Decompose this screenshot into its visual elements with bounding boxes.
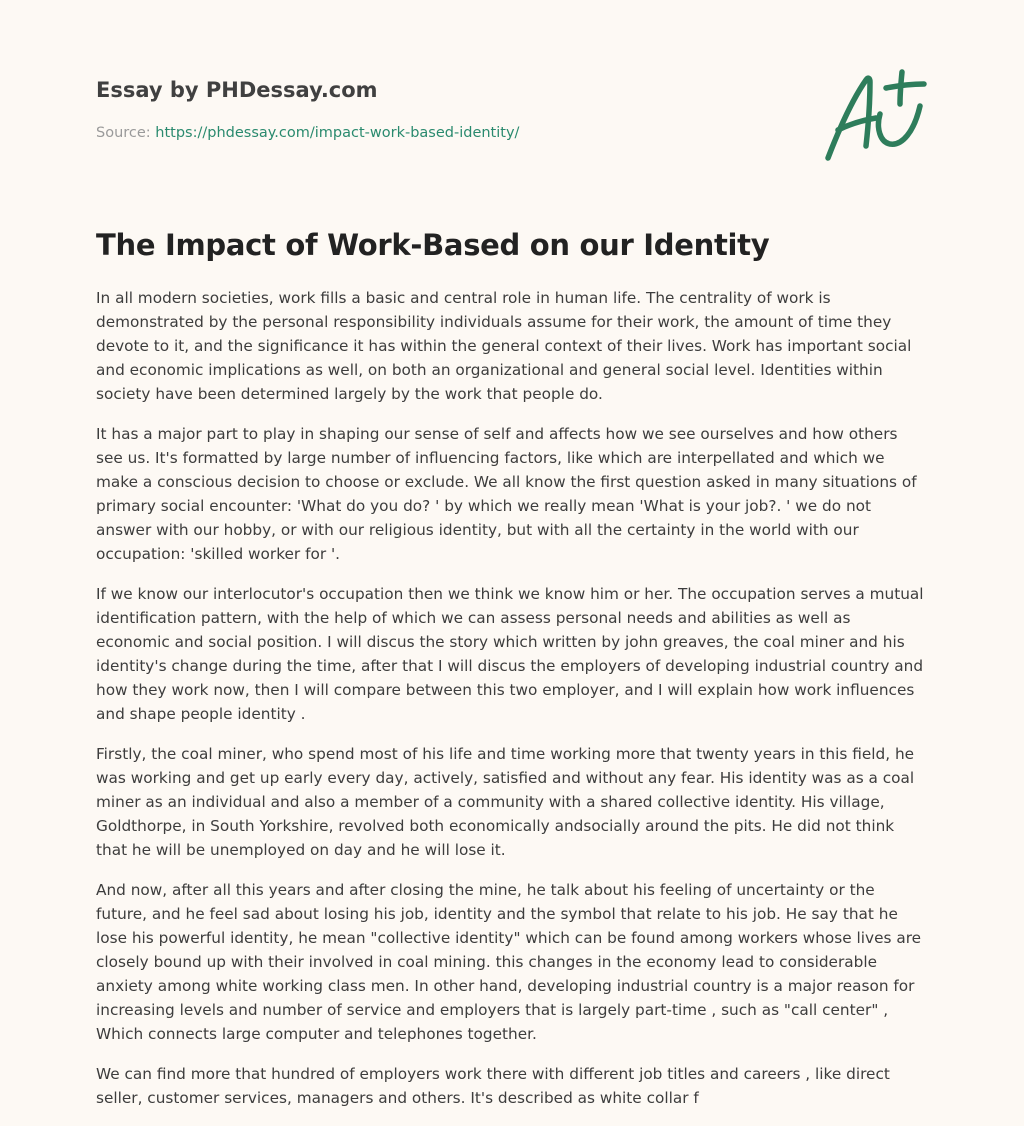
paragraph: Firstly, the coal miner, who spend most of his life and time working more that twenty years in this field, he was working and get up early every day, actively, satisfied and without any fear. His identity was as a coal miner as an individual and also a member of a community with a shared collective identity. His village, Goldthorpe, in South Yorkshire, revolved both economically andsocially around the pits. He did not think that he will be unemployed on day and he will lose it. xyxy=(96,745,915,859)
paragraph: It has a major part to play in shaping our sense of self and affects how we see ourselves and how others see us. It's formatted by large number of influencing factors, like which are interpellated and which we make a conscious decision to choose or exclude. We all know the first question asked in many situations of primary social encounter: 'What do you do? ' by which we really mean 'What is your job?. ' we do not answer with our hobby, or with our religious identity, but with all the certainty in the world with our occupation: 'skilled worker for '. xyxy=(96,425,917,563)
essay-title: The Impact of Work-Based on our Identity xyxy=(96,228,770,262)
essay-page xyxy=(96,0,928,1107)
source-line xyxy=(96,124,519,142)
paragraph: And now, after all this years and after closing the mine, he talk about his feeling of uncertainty or the future, and he feel sad about losing his job, identity and the symbol that relate to his job. He say that he lose his powerful identity, he mean "collective identity" which can be found among workers whose lives are closely bound up with their involved in coal mining. this changes in the economy lead to considerable anxiety among white working class men. In other hand, developing industrial country is a major reason for increasing levels and number of service and employers that is largely part-time , such as "call center" , Which connects large computer and telephones together. xyxy=(96,881,922,1043)
source-link[interactable]: https://phdessay.com/impact-work-based-identity/ xyxy=(155,125,520,141)
a-plus-logo-icon xyxy=(824,66,928,166)
essay-body xyxy=(96,286,928,1126)
paragraph: If we know our interlocutor's occupation then we think we know him or her. The occupation serves a mutual identification pattern, with the help of which we can assess personal needs and abilities as well as economic and social position. I will discus the story which written by john greaves, the coal miner and his identity's change during the time, after that I will discus the employers of developing industrial country and how they work now, then I will compare between this two employer, and I will explain how work influences and shape people identity . xyxy=(96,585,924,723)
header xyxy=(96,0,928,200)
paragraph: We can find more that hundred of employers work there with different job titles and careers , like direct seller, customer services, managers and others. It's described as white collar f xyxy=(96,1065,890,1107)
brand-title: Essay by PHDessay.com xyxy=(96,78,378,102)
source-label: Source: xyxy=(96,125,156,141)
paragraph: In all modern societies, work fills a basic and central role in human life. The centrality of work is demonstrated by the personal responsibility individuals assume for their work, the amount of time they devote to it, and the significance it has within the general context of their lives. Work has important social and economic implications as well, on both an organizational and general social level. Identities within society have been determined largely by the work that people do. xyxy=(96,289,912,403)
